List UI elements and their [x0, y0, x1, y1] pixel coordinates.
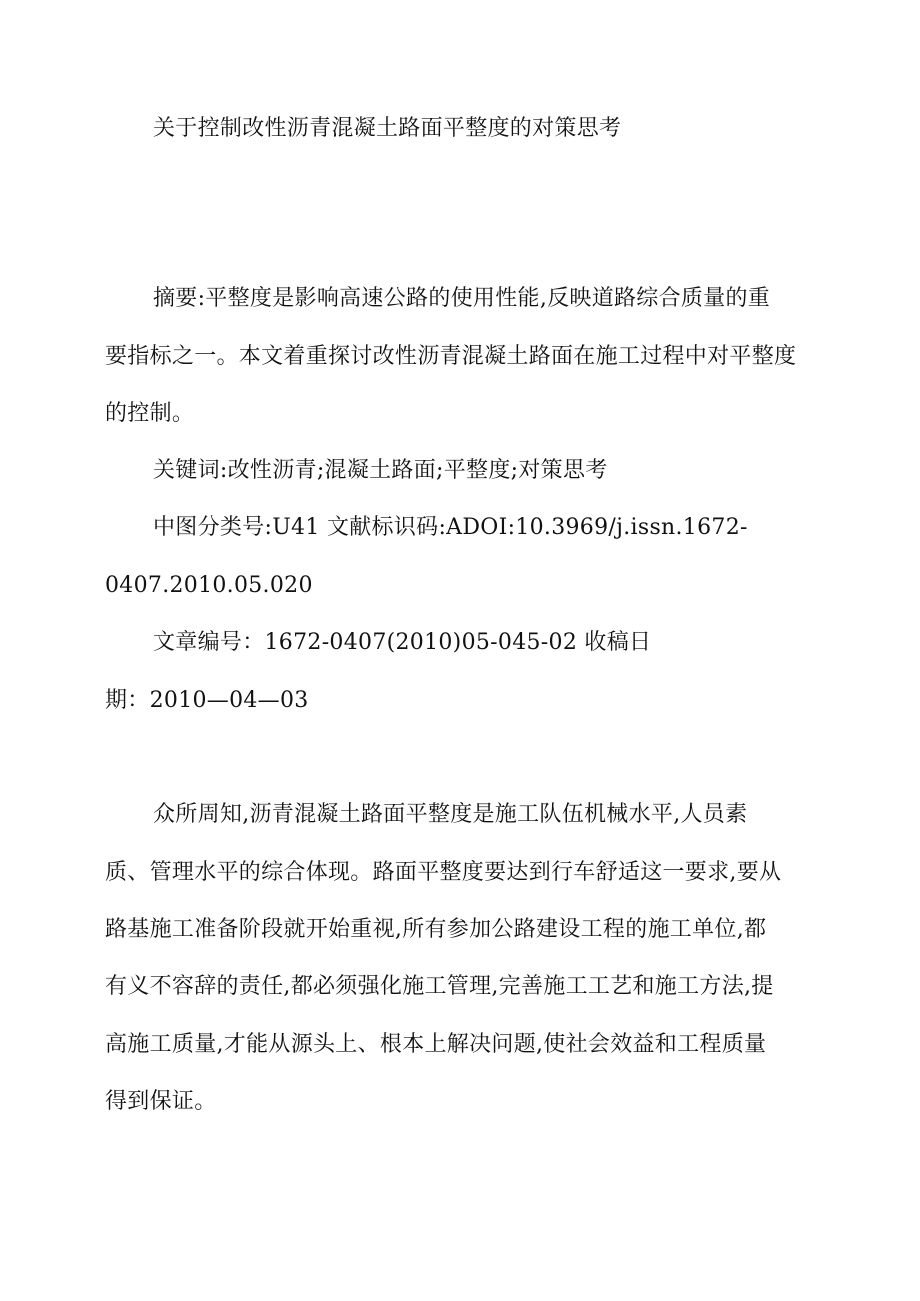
body-line-4: 有义不容辞的责任,都必须强化施工管理,完善施工工艺和施工方法,提	[105, 974, 774, 999]
abstract-line-1: 摘要:平整度是影响高速公路的使用性能,反映道路综合质量的重	[153, 286, 771, 311]
abstract-line-3: 的控制。	[105, 401, 195, 426]
body-line-5: 高施工质量,才能从源头上、根本上解决问题,使社会效益和工程质量	[105, 1032, 767, 1057]
body-line-3: 路基施工准备阶段就开始重视,所有参加公路建设工程的施工单位,都	[105, 917, 767, 942]
keywords-line: 关键词:改性沥青;混凝土路面;平整度;对策思考	[153, 458, 608, 483]
classification-line-2: 0407.2010.05.020	[105, 573, 313, 598]
article-info-line-1: 文章编号：1672-0407(2010)05-045-02 收稿日	[153, 630, 652, 655]
body-line-1: 众所周知,沥青混凝土路面平整度是施工队伍机械水平,人员素	[153, 802, 748, 827]
abstract-line-2: 要指标之一。本文着重探讨改性沥青混凝土路面在施工过程中对平整度	[105, 344, 797, 369]
body-line-2: 质、管理水平的综合体现。路面平整度要达到行车舒适这一要求,要从	[105, 860, 782, 885]
article-info-line-2: 期：2010—04—03	[105, 688, 309, 713]
body-line-6: 得到保证。	[105, 1089, 217, 1114]
document-title: 关于控制改性沥青混凝土路面平整度的对策思考	[153, 116, 622, 141]
classification-line-1: 中图分类号:U41 文献标识码:ADOI:10.3969/j.issn.1672-	[153, 515, 748, 540]
